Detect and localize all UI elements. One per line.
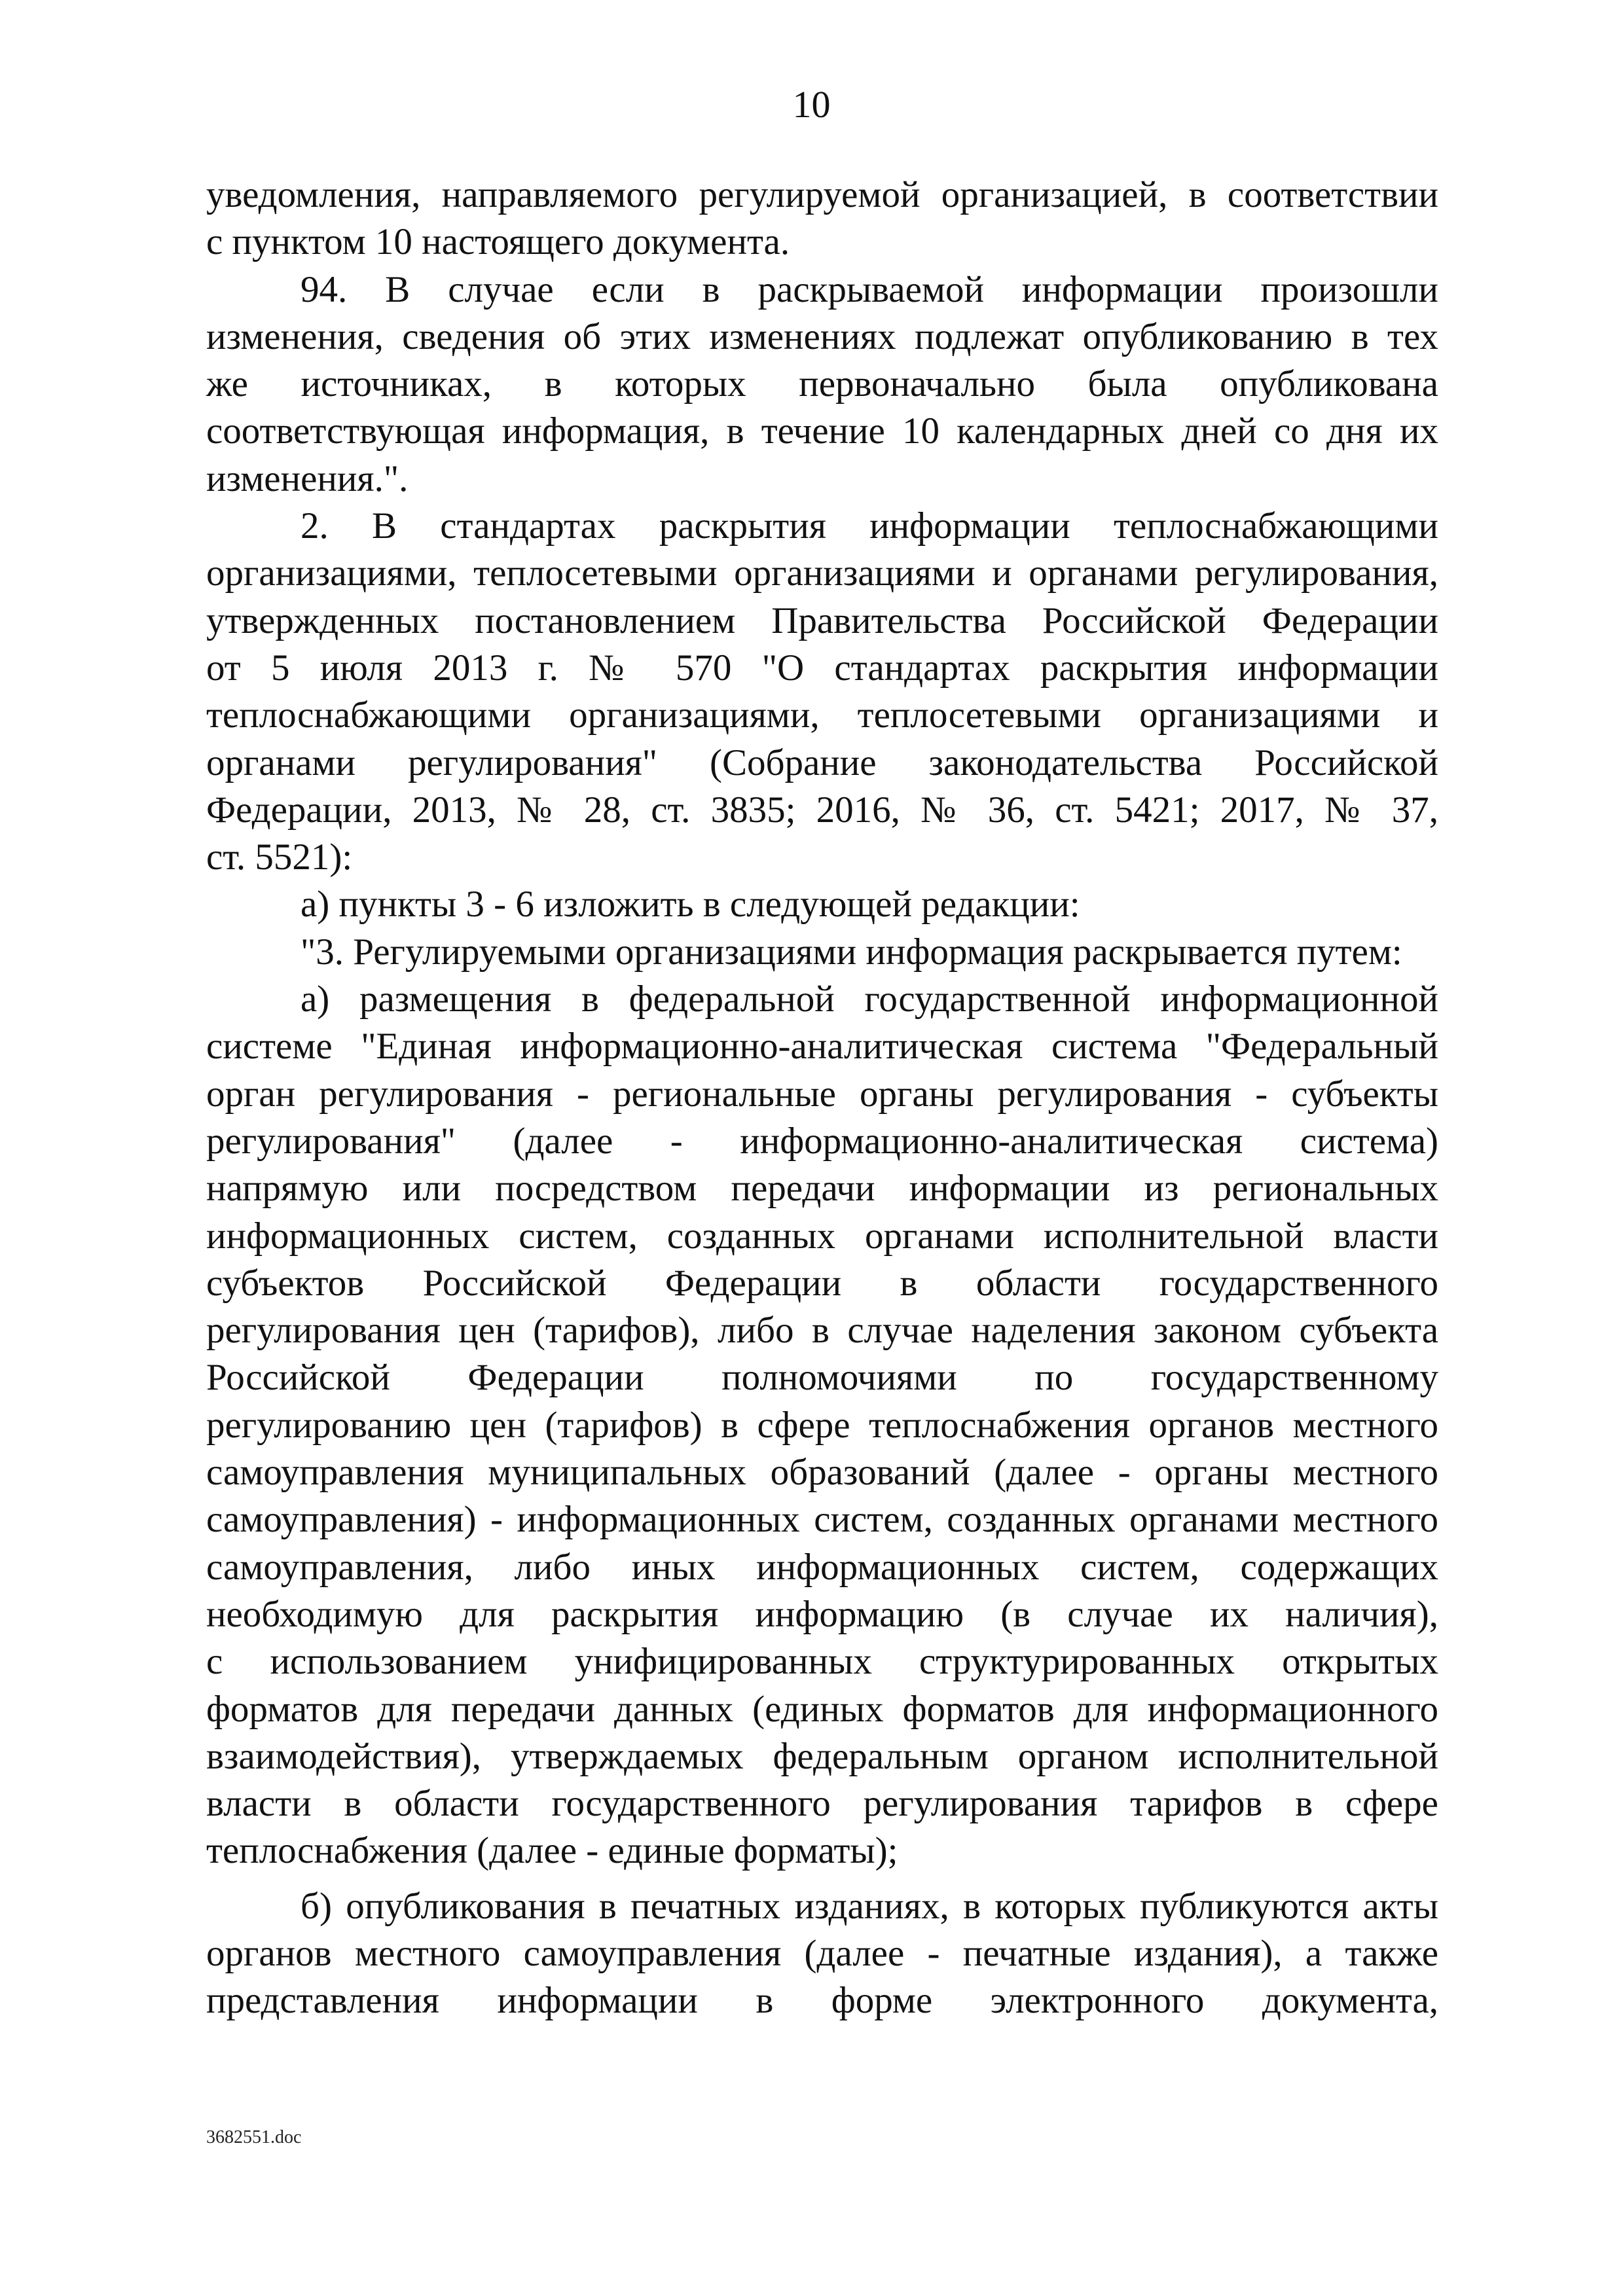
text-line: же источниках, в которых первоначально была опубликована (206, 363, 1438, 405)
text-line: организациями, теплосетевыми организациями и органами регулирования, (206, 552, 1438, 594)
text-line: с использованием унифицированных структурированных открытых (206, 1641, 1438, 1683)
text-line: взаимодействия), утверждаемых федеральным органом исполнительной (206, 1735, 1438, 1777)
footer-document-id: 3682551.doc (206, 2127, 302, 2147)
text-line: власти в области государственного регулирования тарифов в сфере (206, 1783, 1438, 1825)
text-line: форматов для передачи данных (единых форматов для информационного (206, 1688, 1438, 1730)
section-2-start: 2. В стандартах раскрытия информации теплоснабжающими (301, 505, 1438, 547)
item-a-intro: а) пункты 3 - 6 изложить в следующей редакции: (301, 884, 1080, 925)
text-line: уведомления, направляемого регулируемой организацией, в соответствии (206, 174, 1438, 215)
text-line: изменения, сведения об этих изменениях подлежат опубликованию в тех (206, 315, 1438, 357)
text-line: теплоснабжения (далее - единые форматы); (206, 1830, 898, 1872)
page-number: 10 (792, 83, 831, 126)
text-line: органов местного самоуправления (далее - печатные издания), а также (206, 1932, 1438, 1974)
text-line: теплоснабжающими организациями, теплосетевыми организациями и (206, 694, 1438, 736)
text-line: необходимую для раскрытия информацию (в случае их наличия), (206, 1593, 1438, 1635)
text-line: органами регулирования" (Собрание законодательства Российской (206, 742, 1438, 783)
text-line: самоуправления, либо иных информационных систем, содержащих (206, 1546, 1438, 1588)
text-line: самоуправления муниципальных образований (далее - органы местного (206, 1452, 1438, 1494)
text-line: системе "Единая информационно-аналитическая система "Федеральный (206, 1026, 1438, 1067)
text-line: Федерации, 2013, № 28, ст. 3835; 2016, № 36, ст. 5421; 2017, № 37, (206, 789, 1438, 831)
text-line: напрямую или посредством передачи информации из региональных (206, 1168, 1438, 1210)
text-line: регулирования цен (тарифов), либо в случае наделения законом субъекта (206, 1310, 1438, 1352)
text-line: ст. 5521): (206, 836, 353, 878)
text-line: информационных систем, созданных органами исполнительной власти (206, 1215, 1438, 1257)
text-line: от 5 июля 2013 г. № 570 "О стандартах раскрытия информации (206, 647, 1438, 689)
document-body (206, 171, 1438, 2025)
text-line: изменения.". (206, 457, 409, 499)
text-line: Российской Федерации полномочиями по государственному (206, 1357, 1438, 1399)
subpoint-a-start: а) размещения в федеральной государственной информационной (301, 978, 1438, 1020)
text-line: субъектов Российской Федерации в области государственного (206, 1262, 1438, 1304)
text-line: представления информации в форме электронного документа, (206, 1980, 1438, 2022)
text-line: соответствующая информация, в течение 10 календарных дней со дня их (206, 410, 1438, 452)
point-3-start: "3. Регулируемыми организациями информация раскрывается путем: (301, 931, 1402, 973)
subpoint-b-start: б) опубликования в печатных изданиях, в которых публикуются акты (301, 1885, 1438, 1927)
text-line: самоуправления) - информационных систем, созданных органами местного (206, 1499, 1438, 1541)
text-line: утвержденных постановлением Правительства Российской Федерации (206, 600, 1438, 641)
text-line: орган регулирования - региональные органы регулирования - субъекты (206, 1073, 1438, 1115)
text-line: регулирования" (далее - информационно-аналитическая система) (206, 1120, 1438, 1162)
paragraph-94-start: 94. В случае если в раскрываемой информации произошли (301, 268, 1438, 310)
text-line: регулированию цен (тарифов) в сфере теплоснабжения органов местного (206, 1404, 1438, 1446)
text-line: с пунктом 10 настоящего документа. (206, 221, 790, 263)
